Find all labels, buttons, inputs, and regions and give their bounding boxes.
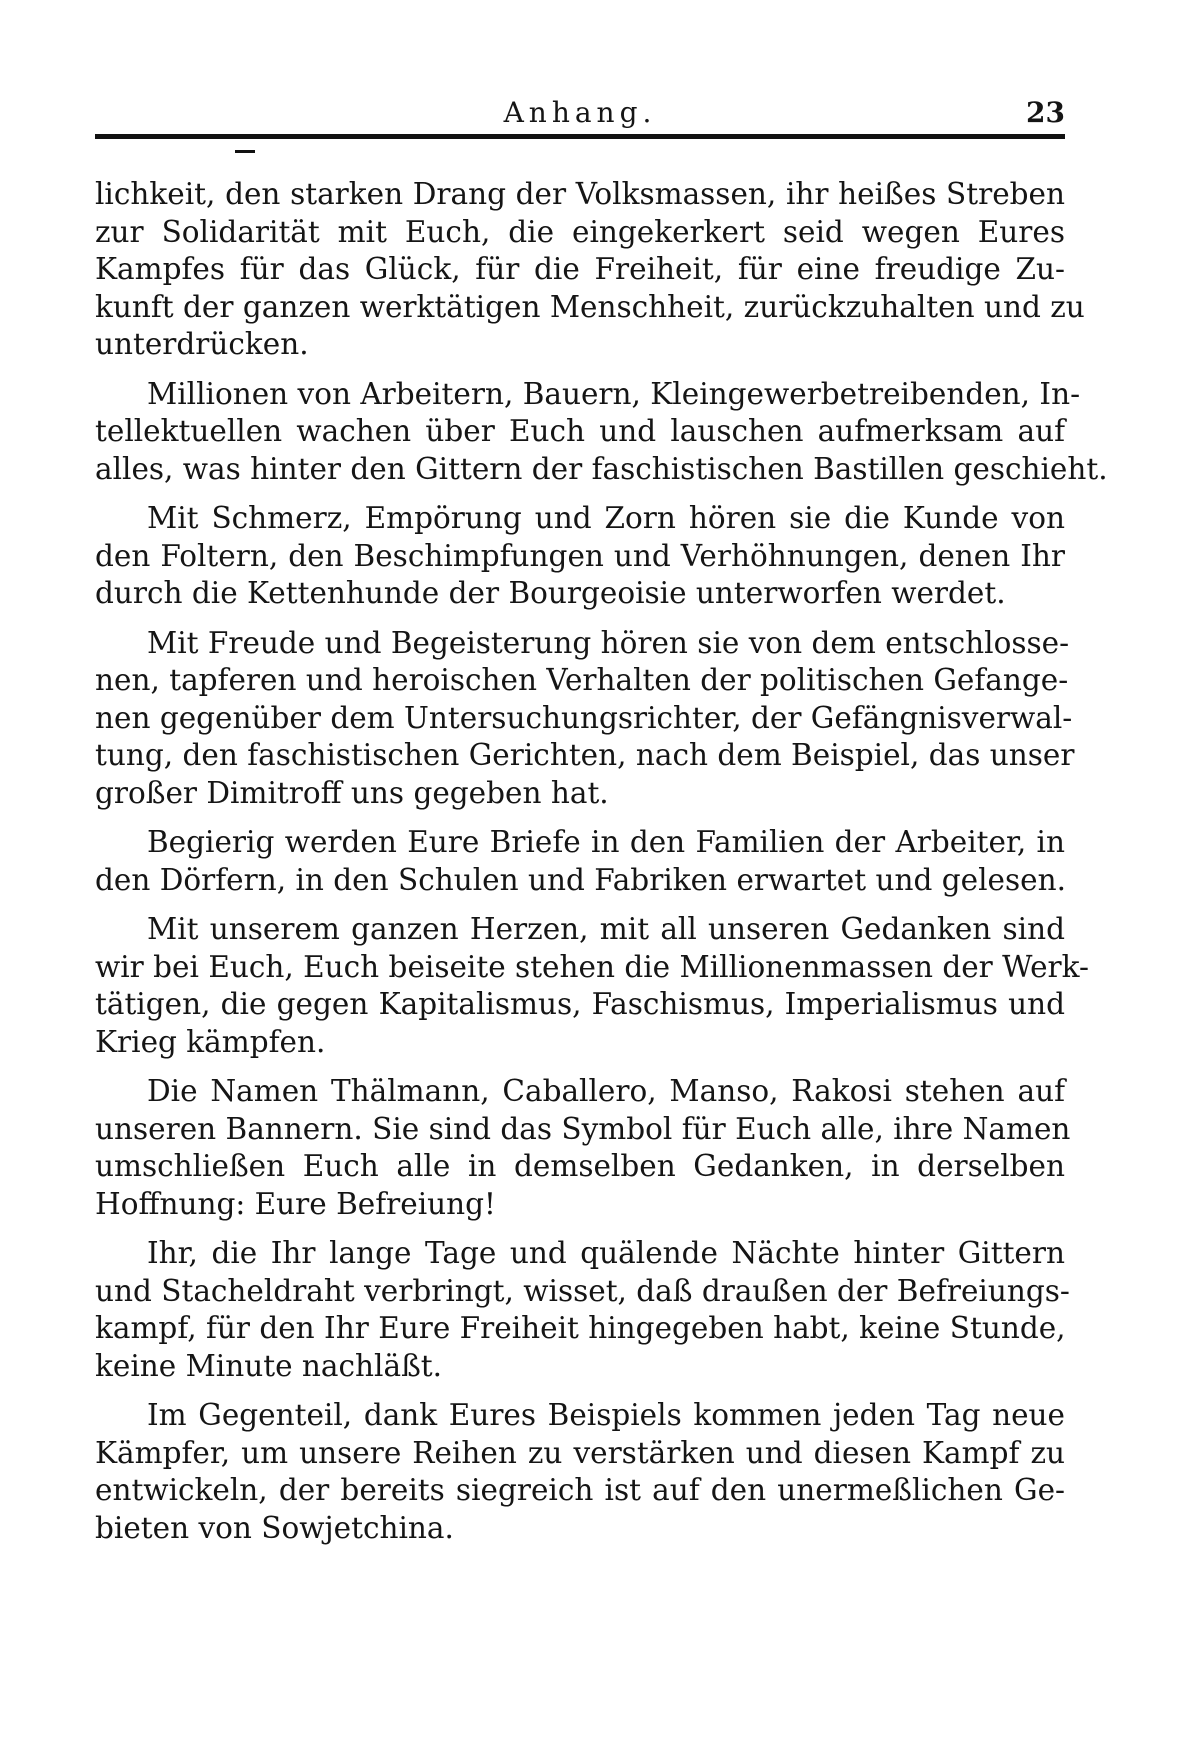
text-line: Kampfes für das Glück, für die Freiheit, für eine freudige Zu- <box>95 252 1065 286</box>
text-line: wir bei Euch, Euch beiseite stehen die Millionenmassen der Werk- <box>95 949 1089 984</box>
text-line: lichkeit, den starken Drang der Volksmassen, ihr heißes Streben <box>95 177 1065 211</box>
running-title: Anhang. <box>503 96 657 129</box>
text-line: und Stacheldraht verbringt, wisset, daß draußen der Befreiungs- <box>95 1273 1070 1308</box>
text-line: den Foltern, den Beschimpfungen und Verhöhnungen, denen Ihr <box>95 538 1065 573</box>
body-text <box>95 176 1108 1559</box>
paragraph <box>95 911 1089 1061</box>
text-line: tung, den faschistischen Gerichten, nach dem Beispiel, das unser <box>95 738 1075 772</box>
text-line: Mit Freude und Begeisterung hören sie von dem entschlosse- <box>147 625 1070 660</box>
text-line: Krieg kämpfen. <box>95 1024 326 1059</box>
text-line: bieten von Sowjetchina. <box>95 1510 454 1545</box>
page-number: 23 <box>1026 96 1065 129</box>
paragraph <box>95 1235 1070 1385</box>
text-line: Die Namen Thälmann, Caballero, Manso, Rakosi stehen auf <box>147 1074 1065 1108</box>
text-line: Hoffnung: Eure Befreiung! <box>95 1186 496 1221</box>
paragraph <box>95 176 1085 364</box>
text-line: durch die Kettenhunde der Bourgeoisie unterworfen werdet. <box>95 576 1006 610</box>
rule-mark <box>235 150 255 153</box>
text-line: alles, was hinter den Gittern der faschistischen Bastillen geschieht. <box>95 451 1108 486</box>
page-header <box>95 92 1065 136</box>
text-line: zur Solidarität mit Euch, die eingekerkert seid wegen Eures <box>95 214 1065 249</box>
text-line: kunft der ganzen werktätigen Menschheit, zurückzuhalten und zu <box>95 289 1085 324</box>
text-line: großer Dimitroff uns gegeben hat. <box>95 775 609 810</box>
text-line: nen, tapferen und heroischen Verhalten der politischen Gefange- <box>95 663 1069 697</box>
text-line: tätigen, die gegen Kapitalismus, Faschismus, Imperialismus und <box>95 987 1065 1021</box>
text-line: unseren Bannern. Sie sind das Symbol für Euch alle, ihre Namen <box>95 1111 1071 1146</box>
text-line: tellektuellen wachen über Euch und lauschen aufmerksam auf <box>95 414 1065 448</box>
paragraph <box>95 376 1108 489</box>
paragraph <box>95 1073 1071 1223</box>
text-line: Millionen von Arbeitern, Bauern, Kleingewerbetreibenden, In- <box>147 376 1081 411</box>
text-line: den Dörfern, in den Schulen und Fabriken erwartet und gelesen. <box>95 862 1066 897</box>
text-line: Mit Schmerz, Empörung und Zorn hören sie die Kunde von <box>147 501 1065 535</box>
text-line: umschließen Euch alle in demselben Gedanken, in derselben <box>95 1149 1065 1183</box>
text-line: Begierig werden Eure Briefe in den Familien der Arbeiter, in <box>147 825 1065 859</box>
paragraph <box>95 625 1075 813</box>
text-line: nen gegenüber dem Untersuchungsrichter, der Gefängnisverwal- <box>95 700 1073 735</box>
paragraph <box>95 500 1065 613</box>
paragraph <box>95 1397 1065 1547</box>
text-line: Ihr, die Ihr lange Tage und quälende Nächte hinter Gittern <box>147 1236 1065 1270</box>
text-line: entwickeln, der bereits siegreich ist auf den unermeßlichen Ge- <box>95 1473 1065 1507</box>
text-line: keine Minute nachläßt. <box>95 1348 442 1383</box>
text-line: kampf, für den Ihr Eure Freiheit hingegeben habt, keine Stunde, <box>95 1311 1066 1345</box>
text-line: Im Gegenteil, dank Eures Beispiels kommen jeden Tag neue <box>147 1398 1065 1432</box>
text-line: Kämpfer, um unsere Reihen zu verstärken und diesen Kampf zu <box>95 1435 1065 1470</box>
text-line: unterdrücken. <box>95 327 309 361</box>
text-line: Mit unserem ganzen Herzen, mit all unseren Gedanken sind <box>147 912 1065 946</box>
paragraph <box>95 824 1065 899</box>
header-rule <box>95 134 1065 139</box>
